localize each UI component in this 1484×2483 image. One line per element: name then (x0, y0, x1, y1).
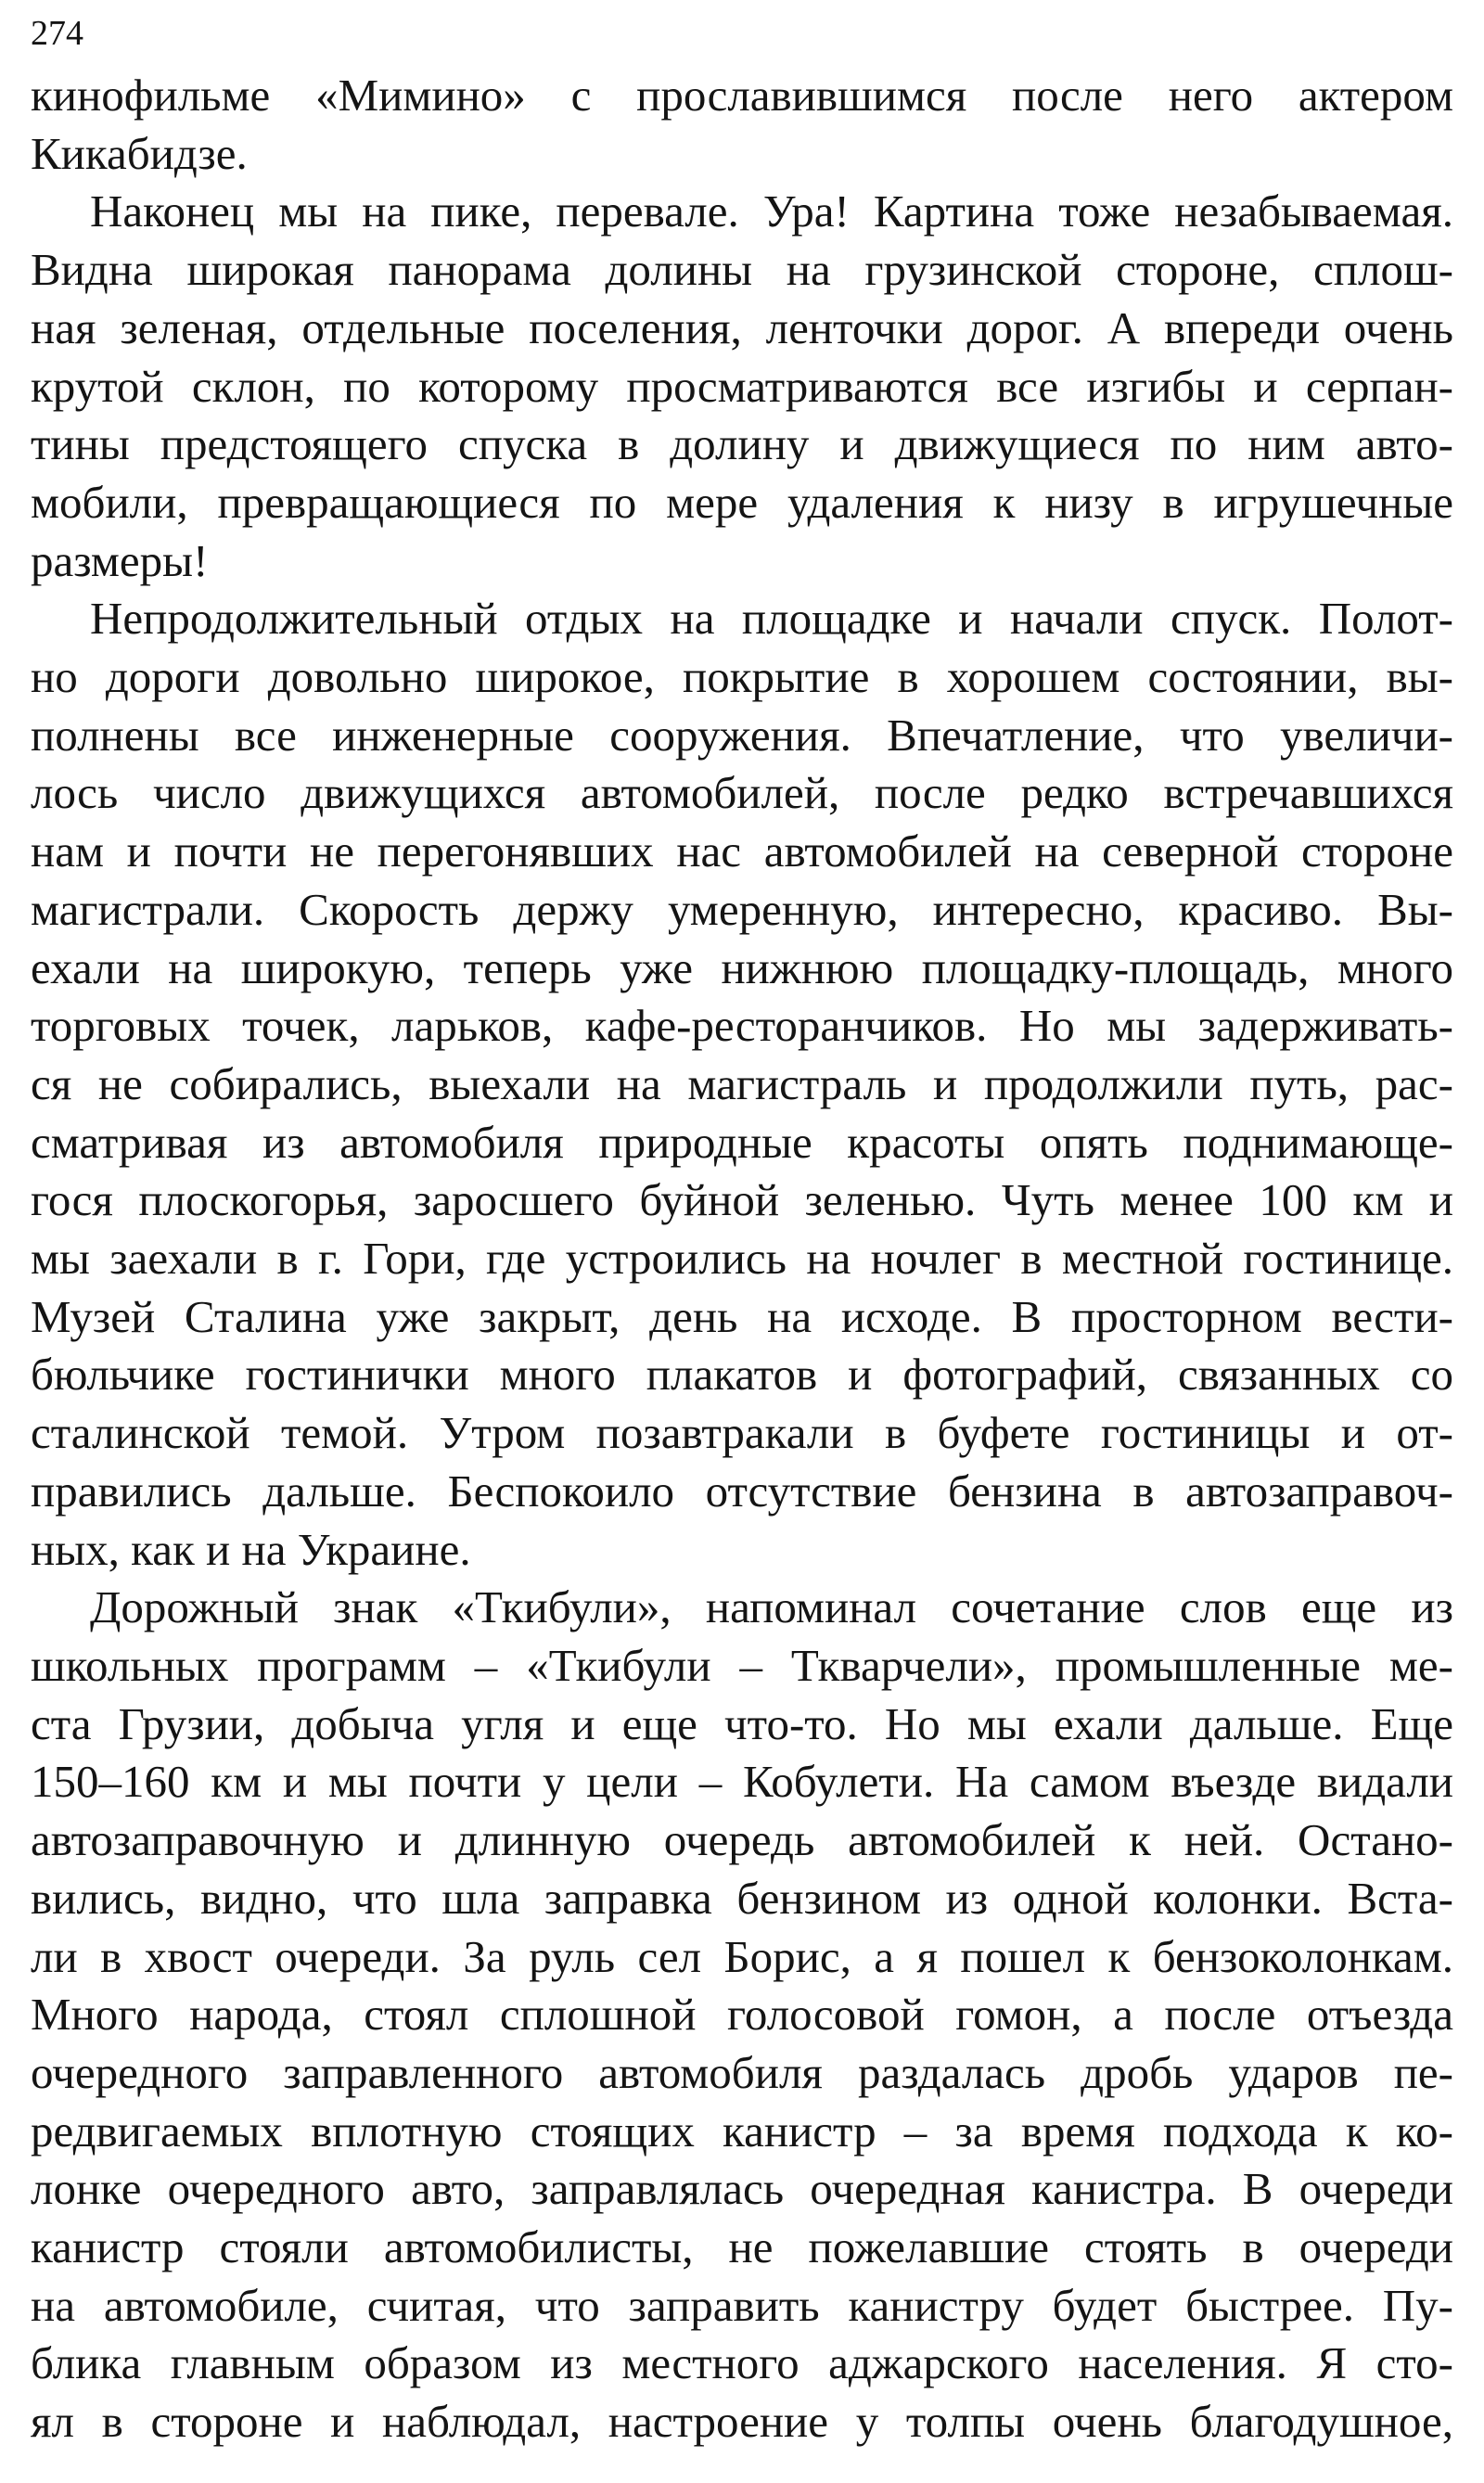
text-line: ста Грузии, добыча угля и еще что-то. Но мы ехали дальше. Еще (31, 1697, 1453, 1749)
text-line: блика главным образом из местного аджарского населения. Я сто- (31, 2337, 1453, 2389)
text-line: ных, как и на Украине. (31, 1523, 471, 1575)
paragraph (31, 183, 1453, 590)
text-line: ял в стороне и наблюдал, настроение у толпы очень благодушное, (31, 2396, 1453, 2448)
page-number: 274 (31, 14, 83, 53)
text-line: бюльчике гостинички много плакатов и фотографий, связанных со (31, 1349, 1453, 1401)
text-line: вились, видно, что шла заправка бензином из одной колонки. Вста- (31, 1872, 1453, 1924)
text-line: ехали на широкую, теперь уже нижнюю площадку-площадь, много (31, 941, 1453, 993)
text-line: тины предстоящего спуска в долину и движущиеся по ним авто- (31, 418, 1453, 470)
text-line: редвигаемых вплотную стоящих канистр – за время подхода к ко- (31, 2105, 1453, 2157)
text-line: канистр стояли автомобилисты, не пожелавшие стоять в очереди (31, 2221, 1453, 2273)
text-line: лонке очередного авто, заправлялась очередная канистра. В очереди (31, 2163, 1453, 2215)
text-line: Дорожный знак «Ткибули», напоминал сочетание слов еще из (90, 1581, 1453, 1633)
text-line: Много народа, стоял сплошной голосовой гомон, а после отъезда (31, 1989, 1453, 2041)
text-line: магистрали. Скорость держу умеренную, интересно, красиво. Вы- (31, 883, 1453, 935)
body-text (31, 67, 1453, 2451)
text-line: Наконец мы на пике, перевале. Ура! Картина тоже незабываемая. (90, 186, 1453, 237)
text-line: гося плоскогорья, заросшего буйной зеленью. Чуть менее 100 км и (31, 1174, 1453, 1226)
text-line: автозаправочную и длинную очередь автомобилей к ней. Остано- (31, 1814, 1453, 1866)
text-line: Кикабидзе. (31, 127, 248, 179)
text-line: нам и почти не перегонявших нас автомобилей на северной стороне (31, 826, 1453, 877)
text-line: ся не собирались, выехали на магистраль и продолжили путь, рас- (31, 1057, 1453, 1109)
paragraph (31, 67, 1453, 183)
text-line: очередного заправленного автомобиля раздалась дробь ударов пе- (31, 2046, 1453, 2098)
text-line: размеры! (31, 534, 209, 586)
text-line: Видна широкая панорама долины на грузинской стороне, сплош- (31, 244, 1453, 296)
text-line: правились дальше. Беспокоило отсутствие бензина в автозаправоч- (31, 1465, 1453, 1517)
text-line: сматривая из автомобиля природные красоты опять поднимающе- (31, 1116, 1453, 1168)
text-line: кинофильме «Мимино» с прославившимся после него актером (31, 70, 1453, 121)
text-line: мы заехали в г. Гори, где устроились на ночлег в местной гостинице. (31, 1233, 1453, 1285)
text-line: ная зеленая, отдельные поселения, ленточки дорог. А впереди очень (31, 301, 1453, 353)
text-line: Непродолжительный отдых на площадке и начали спуск. Полот- (90, 593, 1453, 645)
text-line: мобили, превращающиеся по мере удаления к низу в игрушечные (31, 476, 1453, 528)
text-line: Музей Сталина уже закрыт, день на исходе. В просторном вести- (31, 1290, 1453, 1342)
text-line: полнены все инженерные сооружения. Впечатление, что увеличи- (31, 709, 1453, 761)
text-line: лось число движущихся автомобилей, после редко встречавшихся (31, 767, 1453, 819)
text-line: но дороги довольно широкое, покрытие в хорошем состоянии, вы- (31, 651, 1453, 703)
text-line: на автомобиле, считая, что заправить канистру будет быстрее. Пу- (31, 2279, 1453, 2331)
paragraph (31, 590, 1453, 1579)
text-line: крутой склон, по которому просматриваются все изгибы и серпан- (31, 360, 1453, 412)
text-line: сталинской темой. Утром позавтракали в буфете гостиницы и от- (31, 1407, 1453, 1459)
text-line: школьных программ – «Ткибули – Ткварчели», промышленные ме- (31, 1639, 1453, 1691)
text-line: 150–160 км и мы почти у цели – Кобулети. На самом въезде видали (31, 1756, 1453, 1808)
text-line: торговых точек, ларьков, кафе-ресторанчиков. Но мы задерживать- (31, 1000, 1453, 1052)
paragraph (31, 1579, 1453, 2451)
text-line: ли в хвост очереди. За руль сел Борис, а я пошел к бензоколонкам. (31, 1930, 1453, 1982)
